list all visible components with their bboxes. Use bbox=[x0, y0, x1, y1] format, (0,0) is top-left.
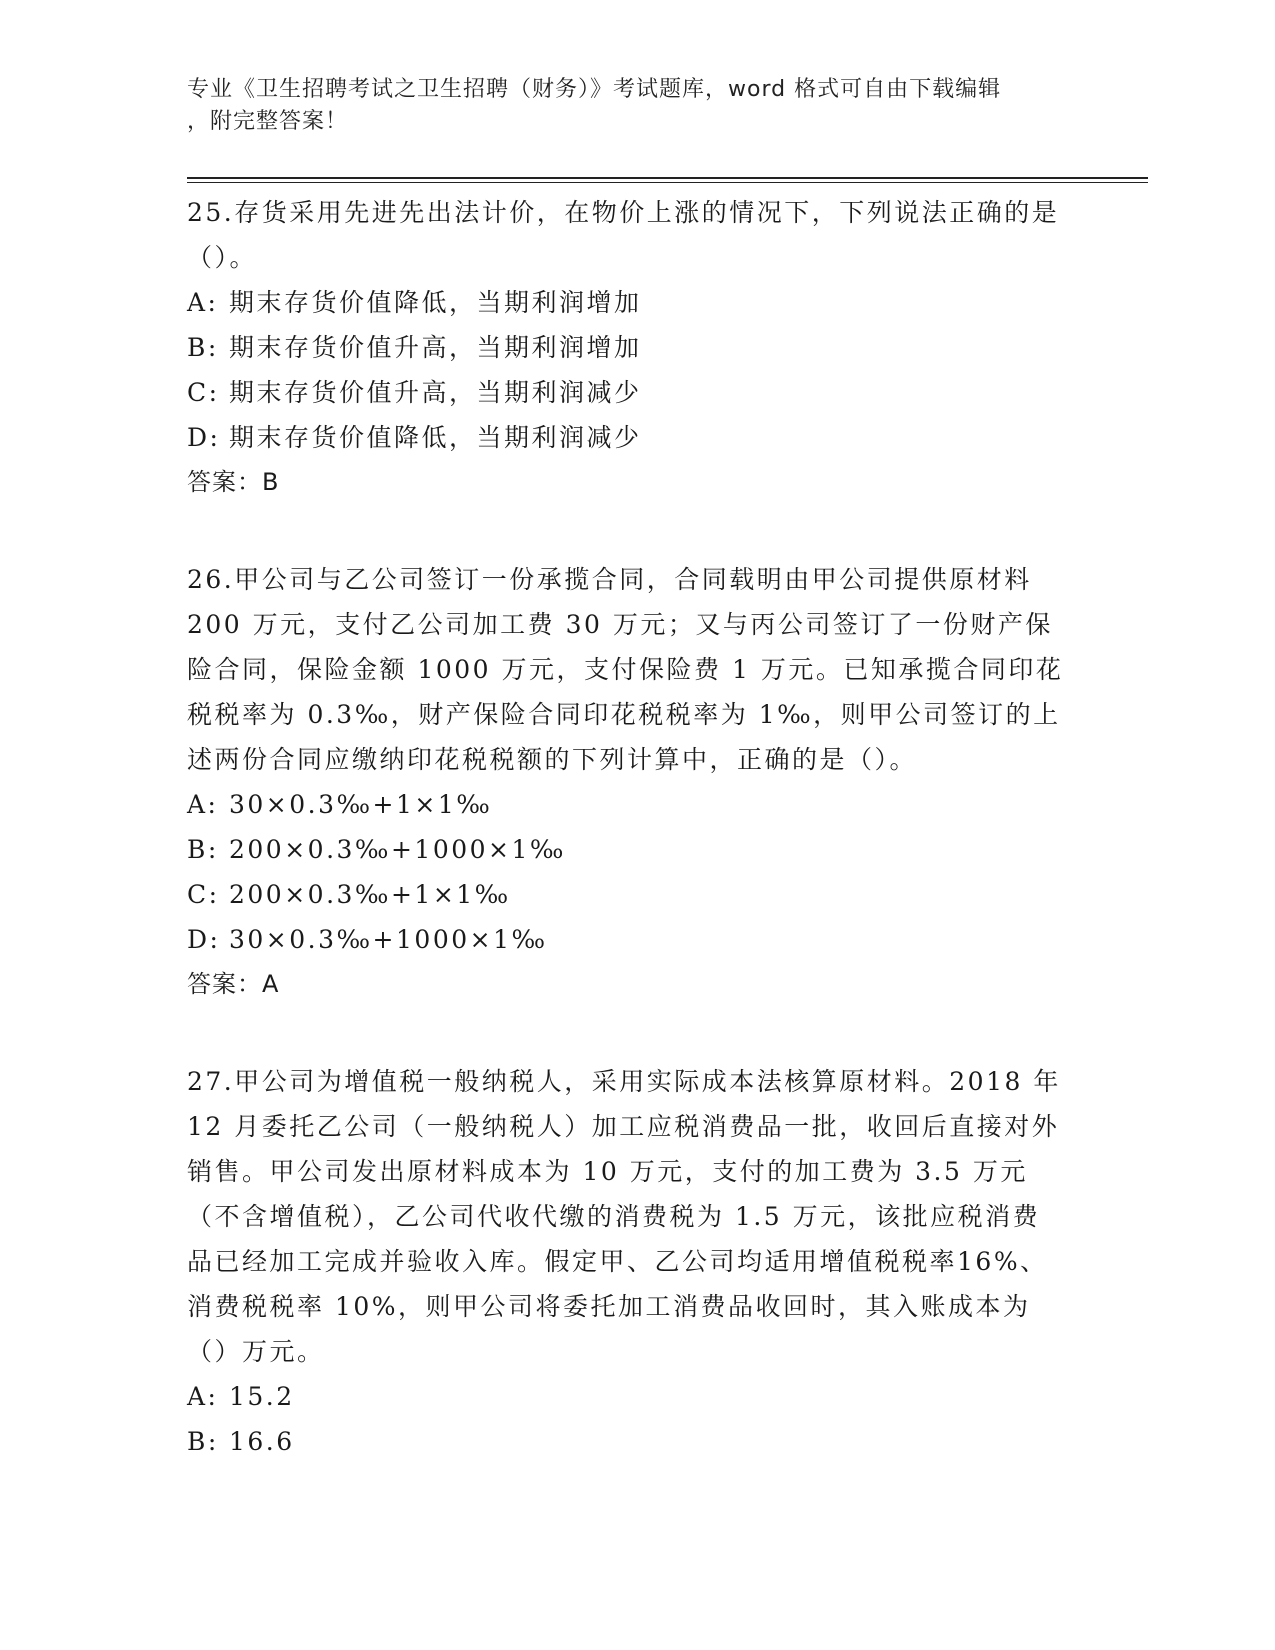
option-d bbox=[187, 917, 1067, 962]
question-27 bbox=[187, 1059, 1067, 1464]
option-letter: D: bbox=[187, 925, 221, 954]
option-a bbox=[187, 1374, 1067, 1419]
header-divider-thick bbox=[187, 177, 1148, 179]
answer-line: 答案：A bbox=[187, 970, 280, 998]
answer-line: 答案：B bbox=[187, 468, 280, 496]
option-b bbox=[187, 325, 1067, 370]
option-text: 期末存货价值降低，当期利润减少 bbox=[229, 423, 642, 452]
option-letter: A: bbox=[187, 790, 219, 819]
option-letter: D: bbox=[187, 423, 221, 452]
header-line-1: 专业《卫生招聘考试之卫生招聘（财务）》考试题库，word 格式可自由下载编辑 bbox=[187, 77, 1002, 102]
option-letter: B: bbox=[187, 1427, 219, 1456]
option-text: 期末存货价值降低，当期利润增加 bbox=[229, 288, 642, 317]
option-text: 15.2 bbox=[229, 1382, 295, 1411]
option-letter: C: bbox=[187, 378, 220, 407]
option-letter: B: bbox=[187, 835, 219, 864]
option-text: 30×0.3‰+1000×1‰ bbox=[229, 925, 548, 954]
option-text: 16.6 bbox=[229, 1427, 295, 1456]
option-c bbox=[187, 370, 1067, 415]
option-text: 期末存货价值升高，当期利润减少 bbox=[229, 378, 642, 407]
question-stem: 26.甲公司与乙公司签订一份承揽合同，合同载明由甲公司提供原材料200 万元，支付乙公司加工费 30 万元；又与丙公司签订了一份财产保险合同，保险金额 1000 万元，支付保险费 1 万元。已知承揽合同印花税税率为 0.3‰，财产保险合同印花税税率为 1‰，则甲公司签订的上述两份合同应缴纳印花税税额的下列计算中，正确的是（）。 bbox=[187, 565, 1064, 774]
option-c bbox=[187, 872, 1067, 917]
option-letter: B: bbox=[187, 333, 219, 362]
header-divider-thin bbox=[187, 182, 1148, 183]
option-b bbox=[187, 1419, 1067, 1464]
option-b bbox=[187, 827, 1067, 872]
option-text: 200×0.3‰+1×1‰ bbox=[229, 880, 511, 909]
question-list bbox=[187, 190, 1067, 1516]
option-letter: A: bbox=[187, 288, 219, 317]
option-letter: C: bbox=[187, 880, 220, 909]
option-d bbox=[187, 415, 1067, 460]
question-26 bbox=[187, 557, 1067, 1007]
option-text: 30×0.3‰+1×1‰ bbox=[229, 790, 493, 819]
option-letter: A: bbox=[187, 1382, 219, 1411]
option-text: 期末存货价值升高，当期利润增加 bbox=[229, 333, 642, 362]
question-stem: 27.甲公司为增值税一般纳税人，采用实际成本法核算原材料。2018 年 12 月委托乙公司（一般纳税人）加工应税消费品一批，收回后直接对外销售。甲公司发出原材料成本为 10 万元，支付的加工费为 3.5 万元（不含增值税），乙公司代收代缴的消费税为 1.5 万元，该批应税消费品已经加工完成并验收入库。假定甲、乙公司均适用增值税税率16%、消费税税率 10%，则甲公司将委托加工消费品收回时，其入账成本为（）万元。 bbox=[187, 1067, 1061, 1366]
option-text: 200×0.3‰+1000×1‰ bbox=[229, 835, 566, 864]
option-a bbox=[187, 280, 1067, 325]
header-line-2: ，附完整答案！ bbox=[187, 109, 349, 134]
option-a bbox=[187, 782, 1067, 827]
question-stem: 25.存货采用先进先出法计价，在物价上涨的情况下，下列说法正确的是（）。 bbox=[187, 198, 1060, 272]
document-header bbox=[187, 74, 1087, 138]
question-25 bbox=[187, 190, 1067, 505]
